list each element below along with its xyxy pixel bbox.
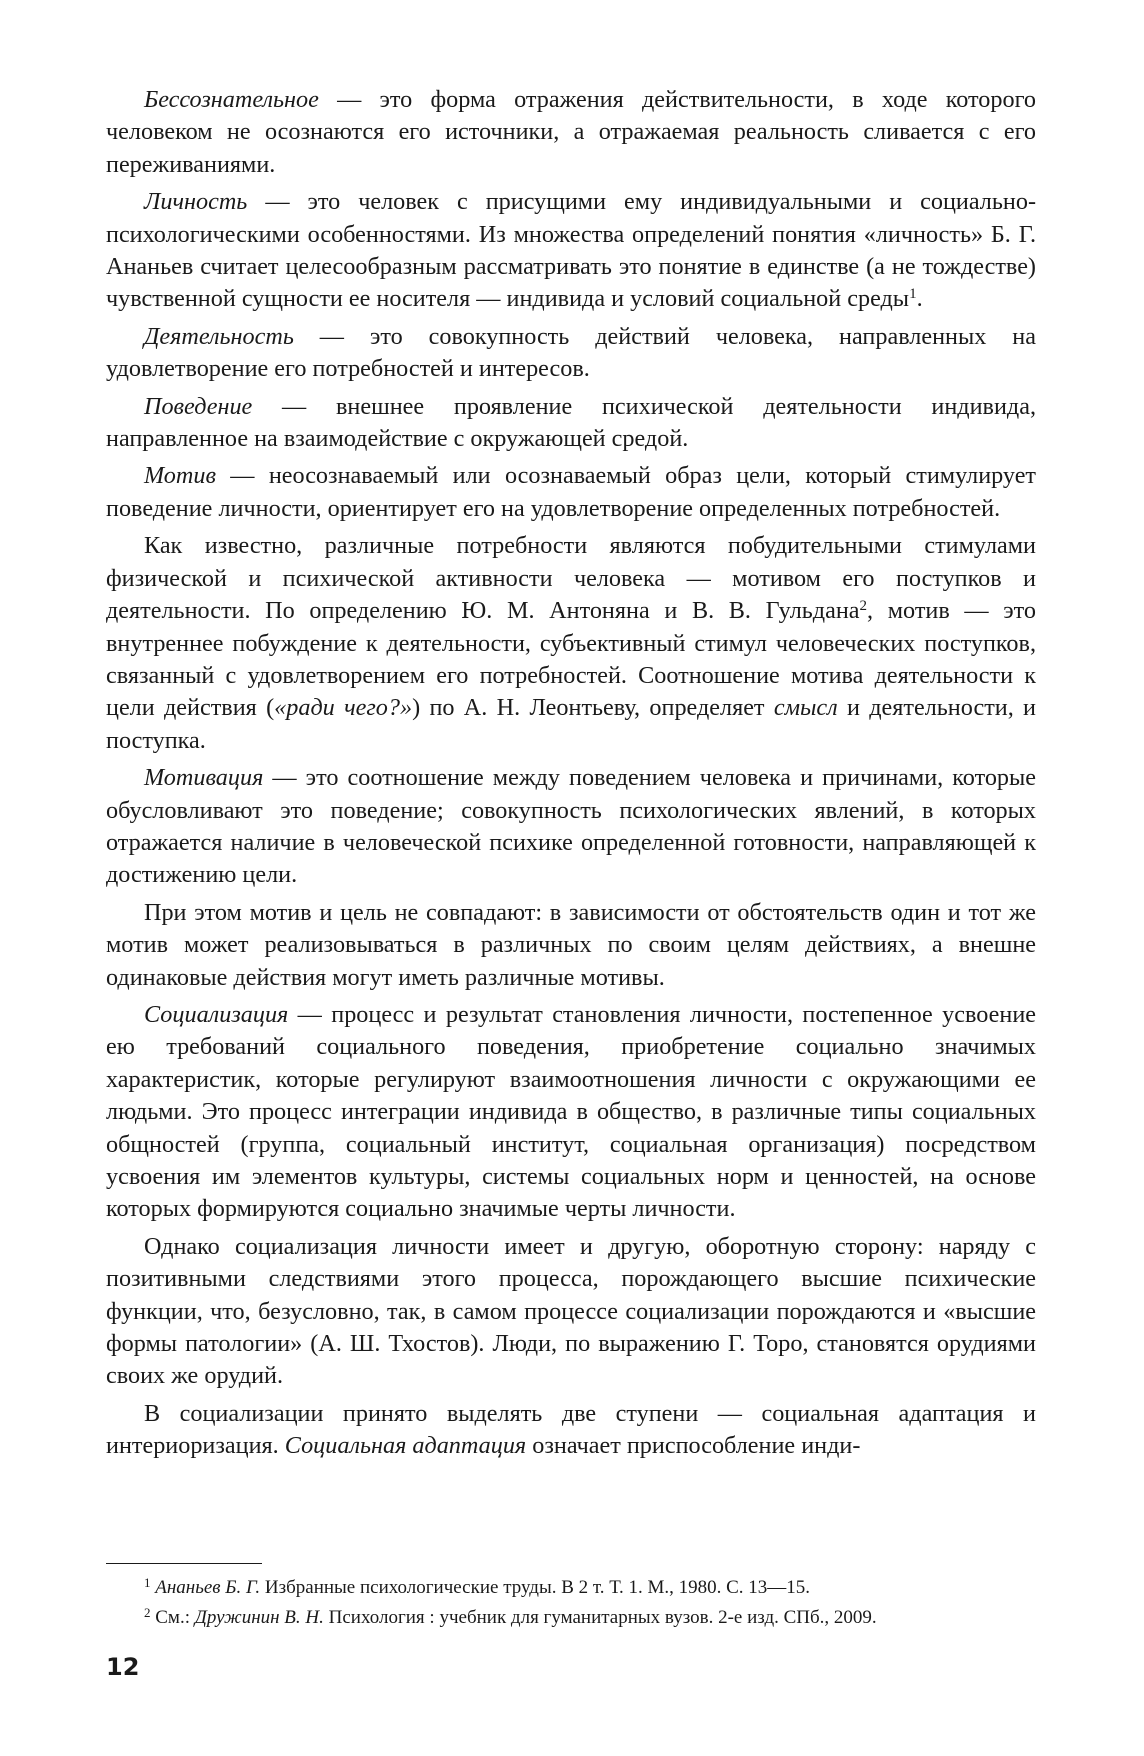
paragraph-socialization [106, 999, 1036, 1226]
page-number: 12 [106, 1653, 140, 1681]
footnote-ref-2[interactable]: 2 [859, 598, 868, 615]
footnote-1 [106, 1573, 1036, 1603]
socialization-reverse-text: Однако социализация личности имеет и другую, оборотную сторону: наряду с позитивными следствиями этого процесса, порождающего высшие психические функции, что, безусловно, так, в самом процессе социализации порождаются и «высшие формы патологии» (А. Ш. Тхостов). Люди, по выражению Г. Торо, становятся орудиями своих же орудий. [106, 1232, 1036, 1390]
footnote-mark-2: 2 [144, 1605, 151, 1620]
needs-text-1: Как известно, различные потребности являются побудительными стимулами физической и психической активности человека — мотивом его поступков и деятельности. По определению Ю. М. Антоняна и В. В. Гульдана [106, 532, 1036, 625]
footnote-2-prefix: См.: [155, 1607, 195, 1628]
footnote-2-author: Дружинин В. Н. [194, 1607, 324, 1628]
paragraph-unconscious [106, 84, 1036, 181]
paragraph-behavior [106, 391, 1036, 456]
term-motive: Мотив [144, 462, 216, 490]
paragraph-needs [106, 530, 1036, 757]
needs-italic-question: «ради чего?» [274, 694, 413, 722]
paragraph-personality [106, 186, 1036, 316]
definition-activity: — это совокупность действий человека, направленных на удовлетворение его потребностей и интересов. [106, 322, 1036, 383]
needs-text-2: , мотив — это внутреннее побуждение к деятельности, субъективный стимул человеческих поступков, связанный с удовлетворением его потребностей. Соотношение мотива деятельности к цели действия ( [106, 597, 1036, 722]
term-unconscious: Бессознательное [144, 86, 319, 113]
term-personality: Личность [144, 188, 248, 216]
footnote-2 [106, 1603, 1036, 1633]
definition-unconscious: — это форма отражения действительности, в ходе которого человеком не осознаются его источники, а отражаемая реальность сливается с его переживаниями. [106, 86, 1036, 178]
term-behavior: Поведение [144, 392, 253, 420]
definition-motivation: — это соотношение между поведением человека и причинами, которые обусловливают это поведение; совокупность психологических явлений, в которых отражается наличие в человеческой психике определенной готовности, направляющей к достижению цели. [106, 764, 1036, 889]
definition-personality: — это человек с присущими ему индивидуальными и социально-психологическими особенностями. Из множества определений понятия «личность» Б. Г. Ананьев считает целесообразным рассматривать это понятие в единстве (а не тождестве) чувственной сущности ее носителя — индивида и условий социальной среды [106, 188, 1036, 313]
needs-italic-meaning: смысл [773, 694, 838, 722]
main-text [106, 84, 1036, 1468]
stages-text: В социализации принято выделять две ступени — социальная адаптация и интериоризация. [106, 1399, 1036, 1460]
paragraph-activity [106, 321, 1036, 386]
term-socialization: Социализация [144, 1000, 289, 1028]
paragraph-socialization-reverse [106, 1231, 1036, 1393]
footnote-mark-1: 1 [144, 1575, 151, 1590]
needs-text-3: ) по А. Н. Леонтьеву, определяет [412, 694, 774, 722]
term-motivation: Мотивация [144, 764, 264, 792]
term-activity: Деятельность [144, 322, 294, 350]
term-social-adaptation: Социальная адаптация [284, 1432, 527, 1460]
footnotes [106, 1573, 1036, 1633]
definition-personality-end: . [916, 285, 923, 313]
paragraph-motive [106, 460, 1036, 525]
footnote-2-text: Психология : учебник для гуманитарных вузов. 2-е изд. СПб., 2009. [323, 1607, 877, 1628]
needs-text-4: и деятельности, и поступка. [106, 694, 1037, 754]
paragraph-motive-goal [106, 897, 1036, 994]
definition-motive: — неосознаваемый или осознаваемый образ цели, который стимулирует поведение личности, ориентирует его на удовлетворение определенных потребностей. [106, 462, 1036, 522]
paragraph-motivation [106, 762, 1036, 892]
paragraph-stages [106, 1398, 1036, 1463]
footnote-1-author: Ананьев Б. Г. [155, 1577, 261, 1598]
motive-goal-text: При этом мотив и цель не совпадают: в зависимости от обстоятельств один и тот же мотив может реализовываться в различных по своим целям действиях, а внешне одинаковые действия могут иметь различные мотивы. [106, 898, 1036, 991]
stages-text-end: означает приспособление инди- [526, 1432, 861, 1460]
definition-socialization: — процесс и результат становления личности, постепенное усвоение ею требований социального поведения, приобретение социально значимых характеристик, которые регулируют взаимоотношения личности с окружающими ее людьми. Это процесс интеграции индивида в общество, в различные типы социальных общностей (группа, социальный институт, социальная организация) посредством усвоения им элементов культуры, системы социальных норм и ценностей, на основе которых формируются социально значимые черты личности. [106, 1000, 1036, 1223]
footnote-ref-1[interactable]: 1 [909, 286, 917, 303]
definition-behavior: — внешнее проявление психической деятельности индивида, направленное на взаимодействие с окружающей средой. [106, 392, 1036, 453]
footnote-1-text: Избранные психологические труды. В 2 т. Т. 1. М., 1980. С. 13—15. [260, 1577, 811, 1598]
footnote-separator [106, 1563, 262, 1564]
